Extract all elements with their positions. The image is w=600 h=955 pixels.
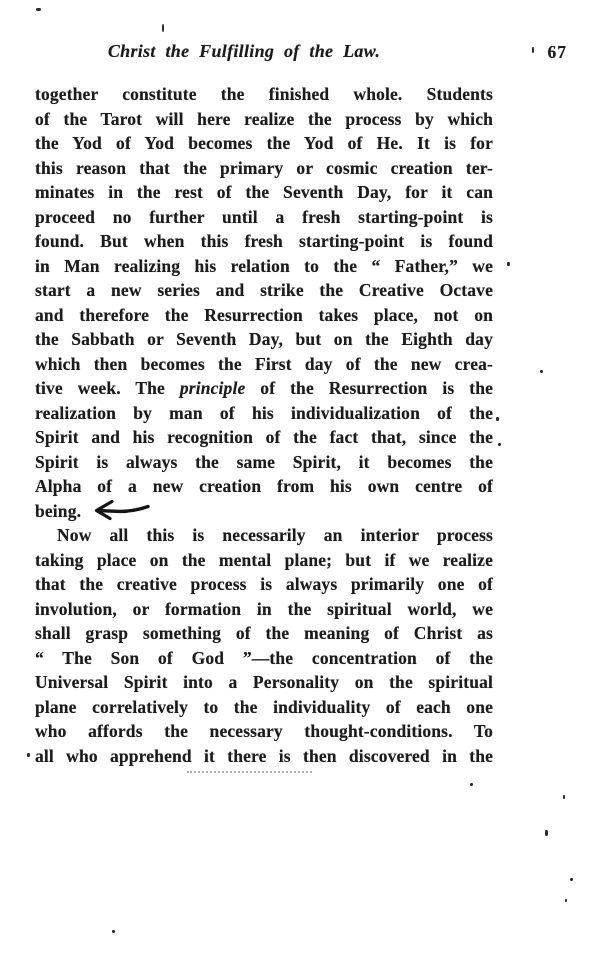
ink-speck bbox=[565, 899, 567, 902]
text-line: start a new series and strike the Creative Octave bbox=[35, 280, 493, 300]
text-line: involution, or formation in the spiritual world, we bbox=[35, 598, 493, 619]
text-line: that the creative process is always primarily one of bbox=[35, 574, 493, 594]
running-header-title: Christ the Fulfilling of the Law. bbox=[107, 41, 381, 61]
text-line: Universal Spirit into a Personality on the spiritual bbox=[35, 672, 493, 692]
ink-speck bbox=[507, 262, 510, 266]
ink-speck bbox=[540, 370, 543, 373]
ink-speck bbox=[532, 47, 534, 53]
ink-speck bbox=[162, 24, 164, 32]
ink-speck bbox=[545, 830, 548, 836]
text-segment: of the Resurrection is the bbox=[245, 378, 493, 398]
text-line: Now all this is necessarily an interior process bbox=[57, 525, 493, 545]
text-line: Spirit and his recognition of the fact that, since the bbox=[35, 427, 493, 447]
text-line: together constitute the finished whole. Students bbox=[35, 84, 493, 104]
ink-speck bbox=[498, 443, 501, 446]
text-line: this reason that the primary or cosmic creation ter- bbox=[35, 157, 493, 178]
text-line: taking place on the mental plane; but if we realize bbox=[35, 549, 493, 570]
text-line: which then becomes the First day of the new crea- bbox=[35, 353, 493, 374]
text-line: of the Tarot will here realize the process by which bbox=[35, 108, 493, 129]
text-segment: being. bbox=[35, 500, 82, 521]
faint-pencil-underline bbox=[187, 771, 312, 773]
text-line-with-italic bbox=[35, 376, 493, 401]
italic-word: principle bbox=[179, 378, 246, 398]
handwritten-left-arrow-icon bbox=[93, 500, 151, 521]
text-line: the Sabbath or Seventh Day, but on the Eighth day bbox=[35, 329, 493, 349]
text-segment: tive week. The bbox=[35, 378, 180, 398]
ink-speck bbox=[112, 930, 115, 933]
ink-speck bbox=[496, 417, 499, 421]
text-line: Spirit is always the same Spirit, it becomes the bbox=[35, 451, 493, 472]
text-line: in Man realizing his relation to the “ Father,” we bbox=[35, 255, 493, 276]
text-line: minates in the rest of the Seventh Day, for it can bbox=[35, 182, 493, 202]
text-line: “ The Son of God ”—the concentration of the bbox=[35, 647, 493, 668]
text-line: shall grasp something of the meaning of Christ as bbox=[35, 623, 493, 643]
text-line: who affords the necessary thought-conditions. To bbox=[35, 721, 493, 741]
text-line: all who apprehend it there is then discovered in the bbox=[35, 745, 493, 766]
text-line: and therefore the Resurrection takes place, not on bbox=[35, 304, 493, 325]
page-body bbox=[35, 82, 493, 768]
page-number: 67 bbox=[547, 42, 567, 62]
ink-speck bbox=[27, 753, 30, 757]
text-line: plane correlatively to the individuality of each one bbox=[35, 696, 493, 717]
text-line: found. But when this fresh starting-point is found bbox=[35, 231, 493, 251]
paragraph-last-line bbox=[35, 499, 493, 524]
text-line: proceed no further until a fresh starting-point is bbox=[35, 206, 493, 227]
ink-speck bbox=[470, 783, 473, 786]
running-header bbox=[35, 41, 567, 67]
ink-speck bbox=[36, 8, 41, 11]
ink-speck bbox=[570, 878, 573, 881]
text-line: realization by man of his individualization of the bbox=[35, 402, 493, 423]
text-line: Alpha of a new creation from his own centre of bbox=[35, 476, 493, 496]
text-line: the Yod of Yod becomes the Yod of He. It is for bbox=[35, 133, 493, 153]
ink-speck bbox=[563, 795, 565, 799]
